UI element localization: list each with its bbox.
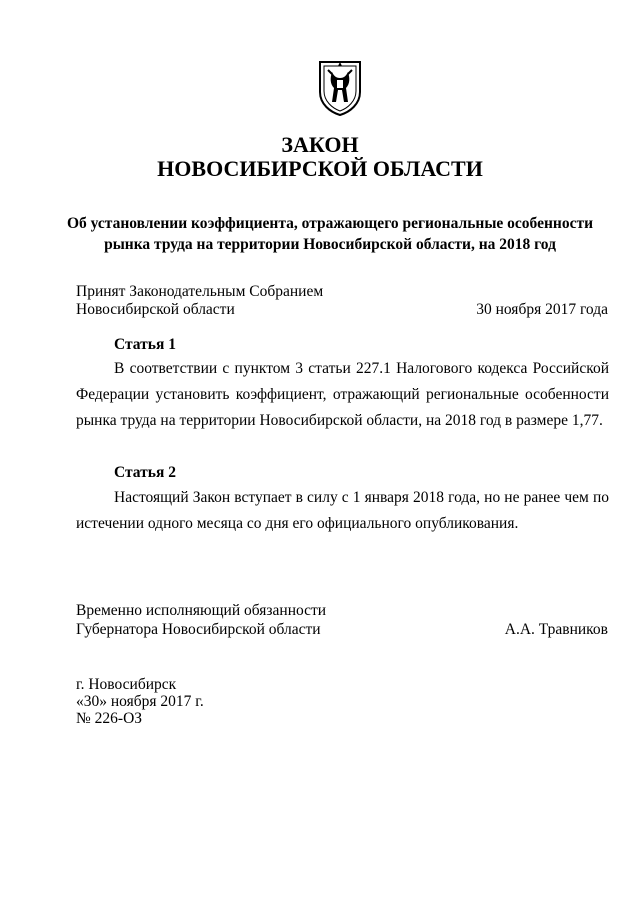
law-number: № 226-ОЗ (76, 710, 143, 727)
law-subject-line-1: Об установлении коэффициента, отражающего региональные особенности (66, 215, 594, 232)
law-subject (40, 213, 620, 255)
law-subject-line-2: рынка труда на территории Новосибирской области, на 2018 год (104, 236, 556, 253)
adoption-line-2: Новосибирской области (76, 301, 235, 318)
article-1-heading: Статья 1 (114, 336, 176, 353)
footer-date: «30» ноября 2017 г. (76, 693, 204, 710)
article-2-text: Настоящий Закон вступает в силу с 1 января 2018 года, но не ранее чем по истечении одного месяца со дня его официального опубликования. (76, 489, 609, 532)
signatory-title-line-2: Губернатора Новосибирской области (76, 621, 321, 638)
adoption-date: 30 ноября 2017 года (476, 301, 608, 318)
adoption-line-1: Принят Законодательным Собранием (76, 283, 324, 300)
region-title: НОВОСИБИРСКОЙ ОБЛАСТИ (157, 156, 483, 181)
law-title: ЗАКОН (281, 132, 359, 157)
coat-of-arms-icon (316, 58, 364, 116)
article-1-text: В соответствии с пунктом 3 статьи 227.1 Налогового кодекса Российской Федерации установить коэффициент, отражающий региональные особенности рынка труда на территории Новосибирской области, на 2018 год в размере 1,77. (76, 360, 609, 429)
signatory-title-line-1: Временно исполняющий обязанности (76, 602, 327, 619)
signatory-name: А.А. Травников (504, 621, 608, 638)
footer-city: г. Новосибирск (76, 676, 177, 693)
article-2-heading: Статья 2 (114, 464, 176, 481)
